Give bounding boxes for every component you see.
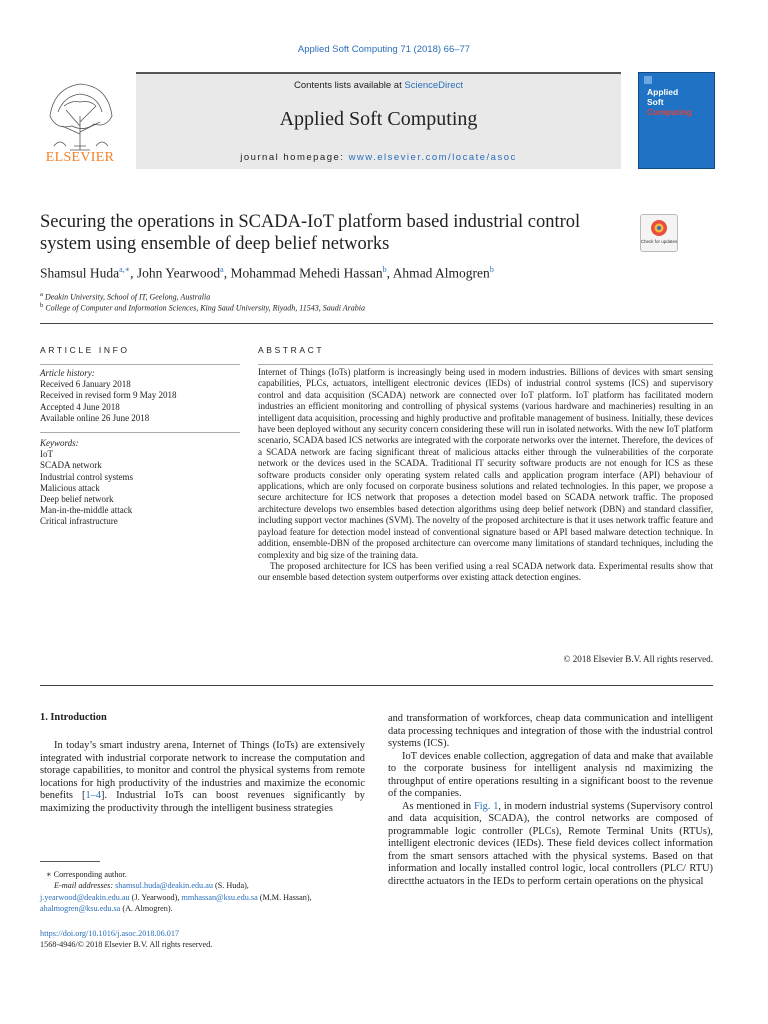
article-history — [40, 368, 240, 424]
keyword: Deep belief network — [40, 494, 114, 505]
affiliation: $^a$ Deakin University, School of IT, Geelong, Australia — [40, 291, 211, 302]
abstract-copyright: © 2018 Elsevier B.V. All rights reserved. — [563, 654, 713, 664]
body-column-left — [40, 740, 365, 815]
divider — [258, 364, 713, 365]
abstract-heading: ABSTRACT — [258, 345, 325, 355]
body-paragraph: IoT devices enable collection, aggregation of data and make that available to the corporate business for intelligent analysis nd maximizing the throughput of entire operations resulting in a significant boost to the revenue of the companies. — [388, 750, 713, 799]
body-paragraph: As mentioned in Fig. 1, in modern industrial systems (Supervisory control and data acquisition, SCADA), the control networks are composed of programmable logic controller (PLCs), Remote Terminal Units (RTUs), intelligent electronic devices (IEDs). These field devices collect information from the smart sensors attached with the physical systems. Based on that information and locally installed control logic, local controllers (PLC/ RTU) directthe actuators in the IEDs to perform certain operations on the physical — [388, 800, 713, 887]
keyword: Critical infrastructure — [40, 516, 118, 527]
issn-copyright: 1568-4946/© 2018 Elsevier B.V. All rights reserved. — [40, 940, 213, 950]
keyword: Man-in-the-middle attack — [40, 505, 133, 516]
email-line: E-mail addresses: shamsul.huda@deakin.edu.au (S. Huda), — [54, 881, 249, 891]
author-name[interactable]: Ahmad Almogren — [392, 265, 490, 281]
doi-block — [40, 928, 365, 951]
author-affiliation-marker[interactable]: b — [489, 265, 494, 274]
article-title: Securing the operations in SCADA-IoT platform based industrial control system using ensemble of deep belief networks — [40, 212, 581, 254]
author-list: Shamsul Huda$^{a,∗}$, John Yearwood$^a$, Mohammad Mehedi Hassan$^b$, Ahmad Almogren$^b$ — [40, 265, 494, 281]
abstract-paragraph: The proposed architecture for ICS has been verified using a real SCADA network data. Experimental results show that our ensemble based detection system outperforms over existing attack detection engines. — [258, 560, 713, 583]
figure-link[interactable]: Fig. 1 — [473, 800, 499, 812]
contents-availability: Contents lists available at ScienceDirect — [294, 80, 463, 91]
check-for-updates-badge[interactable] — [640, 214, 678, 252]
history-label: Article history: — [40, 368, 95, 378]
history-item: Received 6 January 2018 — [40, 379, 131, 390]
journal-citation-link[interactable]: Applied Soft Computing 71 (2018) 66–77 — [297, 44, 471, 55]
email-link[interactable]: j.yearwood@deakin.edu.au — [40, 892, 130, 902]
keyword: IoT — [40, 449, 53, 460]
author-affiliation-marker[interactable]: a — [220, 265, 224, 274]
journal-title: Applied Soft Computing — [279, 108, 478, 130]
author-affiliation-marker[interactable]: b — [382, 265, 387, 274]
divider — [40, 685, 713, 686]
email-line: j.yearwood@deakin.edu.au (J. Yearwood), mmhassan@ksu.edu.sa (M.M. Hassan), — [40, 892, 312, 902]
journal-banner — [40, 72, 713, 167]
body-column-right — [388, 713, 713, 888]
affiliation: $^b$ College of Computer and Information Sciences, King Saud University, Riyadh, 11543, Saudi Arabia — [40, 302, 366, 313]
body-paragraph: In today’s smart industry arena, Internet of Things (IoTs) are extensively integrated with industrial corporate network to increase the computation and storage capabilities, to monitor and control the physical systems from remote locations for high productivity of the industries and maximize the economic benefits [1–4]. Industrial IoTs can boost revenues significantly by maximizing the productivity through the intelligent business strategies — [40, 740, 365, 814]
history-item: Received in revised form 9 May 2018 — [40, 390, 177, 401]
abstract-paragraph: Internet of Things (IoTs) platform is increasingly being used in modern industries. Billions of devices with smart sensing capabilities, PLCs, actuators, intelligent electronic devices (IEDs) of industrial control systems (ICS) and supervisory control and data acquisition (SCADA) network are connected over IoT platform. IoT platform has facilitated modern industries an efficient monitoring and controlling of physical systems (various hardware and machineries) resulting in an intelligent data acquisition, processing and highly productive and profitable management of business. Initially, these devices have been deployed without any security concern considering these will run in isolated networks. With the new IoT platform scenario, SCADA based ICS networks are integrated with the corporate networks over the internet. Therefore, the devices of a SCADA network are facing significant threat of malicious attacks either through the vulnerabilities of the corporate network or the devices used in the SCADA. Traditional IT security software products are not enough for ICS as these software products consider only operating system related calls and application program interface (API) behaviour of applications, which are only focused on corporate business solutions and related technologies. In this paper, we propose a secure architecture for ICS network that proposes a detection model based on SCADA network traffic. The proposed architecture develops two ensembles based detection algorithms using deep belief network (DBN) and standard classifier, including support vector machines (SVM). The novelty of the proposed architecture is that it uses network traffic feature and payload feature for detection model instead of conventional signature based or API based malware detection technique. In addition, ensemble-DBN of the proposed architecture can overcome many limitations of standard techniques, including the complexity and big size of the training data. — [258, 367, 713, 560]
body-paragraph: and transformation of workforces, cheap data communication and intelligent data processing techniques and integration of those with the industrial control systems (ICS). — [388, 713, 713, 749]
keywords-block — [40, 438, 240, 528]
journal-homepage: journal homepage: www.elsevier.com/locate/asoc — [240, 152, 517, 163]
keywords-label: Keywords: — [40, 438, 79, 448]
divider — [40, 432, 240, 433]
divider — [40, 323, 713, 324]
keyword: Industrial control systems — [40, 471, 133, 482]
citation-link[interactable]: 1–4 — [85, 790, 102, 801]
check-updates-label: Check for updates — [641, 239, 677, 244]
history-item: Accepted 4 June 2018 — [40, 401, 120, 412]
author-name[interactable]: Shamsul Huda — [40, 265, 120, 281]
author-affiliation-marker[interactable]: a,∗ — [119, 265, 131, 274]
section-heading-introduction: 1. Introduction — [40, 712, 107, 723]
journal-cover-thumbnail[interactable] — [638, 72, 715, 169]
cover-line: Soft — [647, 97, 664, 107]
abstract-body — [258, 367, 713, 584]
email-link[interactable]: shamsul.huda@deakin.edu.au — [115, 881, 213, 891]
footnote-divider — [40, 861, 100, 862]
cover-line: Computing — [647, 107, 692, 117]
keyword: Malicious attack — [40, 482, 100, 493]
corresponding-author-note: ∗ Corresponding author. — [46, 870, 127, 879]
doi-link[interactable]: https://doi.org/10.1016/j.asoc.2018.06.017 — [40, 929, 180, 938]
elsevier-wordmark: ELSEVIER — [45, 150, 115, 165]
article-info-heading: ARTICLE INFO — [40, 345, 130, 355]
author-name[interactable]: John Yearwood — [136, 265, 221, 281]
footnotes — [40, 869, 365, 914]
email-link[interactable]: ahalmogren@ksu.edu.sa — [40, 903, 121, 913]
keyword: SCADA network — [40, 460, 102, 471]
email-line: ahalmogren@ksu.edu.sa (A. Almogren). — [40, 903, 173, 913]
author-name[interactable]: Mohammad Mehedi Hassan — [230, 265, 383, 281]
email-link[interactable]: mmhassan@ksu.edu.sa — [181, 892, 258, 902]
divider — [40, 364, 240, 365]
check-updates-icon — [641, 215, 677, 251]
homepage-link[interactable]: www.elsevier.com/locate/asoc — [348, 152, 517, 163]
cover-line: Applied — [647, 87, 679, 97]
sciencedirect-link[interactable]: ScienceDirect — [404, 80, 463, 91]
history-item: Available online 26 June 2018 — [40, 412, 150, 423]
